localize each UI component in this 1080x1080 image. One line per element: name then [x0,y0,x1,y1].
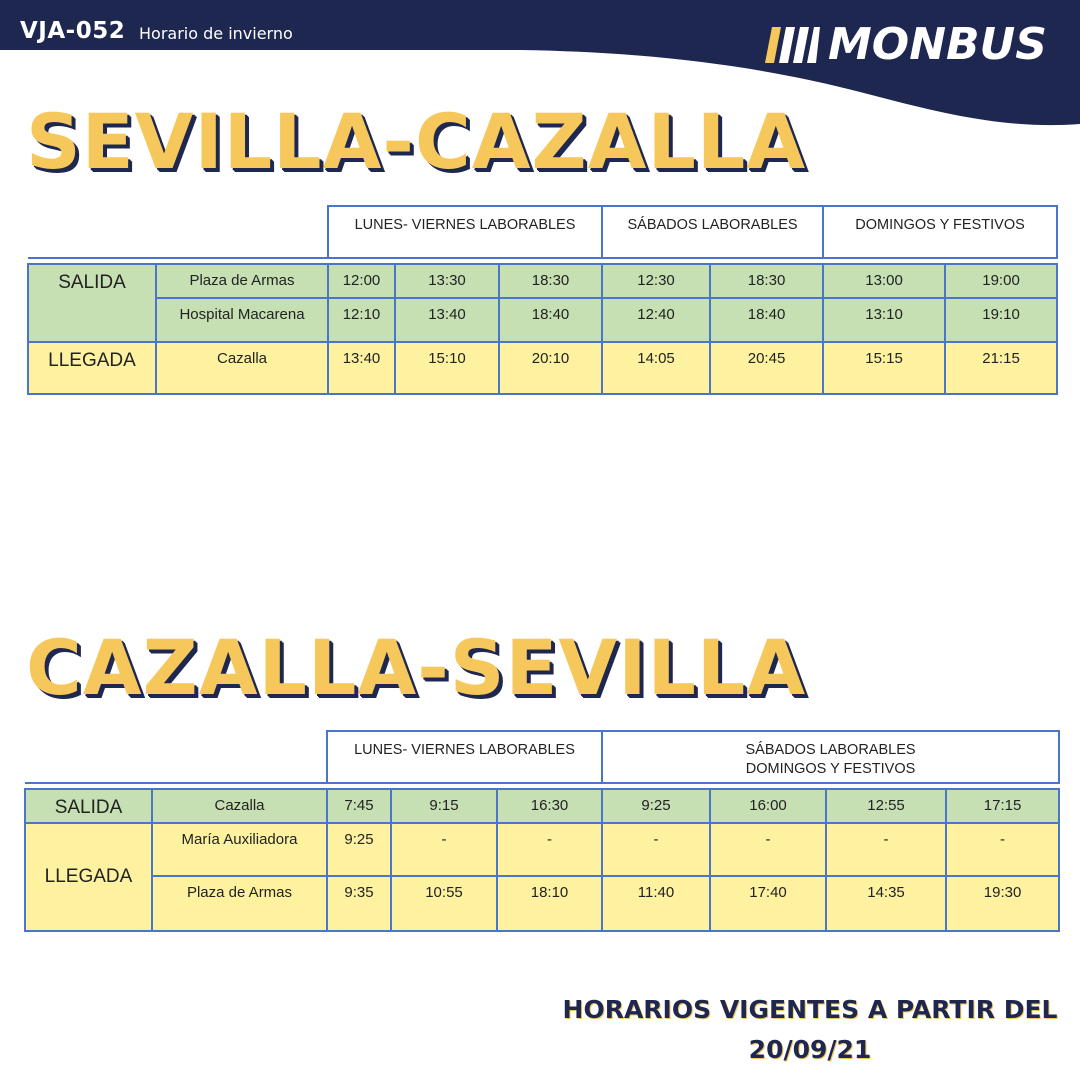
time-cell: 18:30 [499,264,602,298]
time-cell: 7:45 [327,789,391,823]
time-cell: 20:45 [710,342,823,394]
time-cell: 17:40 [710,876,826,931]
time-cell: 15:10 [395,342,499,394]
time-cell: 13:00 [823,264,945,298]
stop-name: Cazalla [152,789,327,823]
time-cell: 21:15 [945,342,1057,394]
header-empty [25,731,327,783]
time-cell: 16:30 [497,789,602,823]
time-cell: 9:25 [327,823,391,876]
time-cell: - [710,823,826,876]
time-cell: 9:25 [602,789,710,823]
group-sundays: DOMINGOS Y FESTIVOS [745,761,916,777]
llegada-label: LLEGADA [28,342,156,394]
time-cell: 19:30 [946,876,1059,931]
time-cell: 12:55 [826,789,946,823]
table-row [25,823,1059,876]
header-empty [28,206,328,258]
salida-label: SALIDA [25,789,152,823]
table-row [28,298,1057,342]
logo-stripes-icon [762,24,820,66]
time-cell: 18:40 [710,298,823,342]
time-cell: 9:15 [391,789,497,823]
table-row [28,342,1057,394]
stop-name: Hospital Macarena [156,298,328,342]
time-cell: 18:10 [497,876,602,931]
time-cell: 18:40 [499,298,602,342]
time-cell: - [946,823,1059,876]
stop-name: Plaza de Armas [156,264,328,298]
llegada-label: LLEGADA [25,823,152,931]
table-row [28,264,1057,298]
time-cell: 12:30 [602,264,710,298]
time-cell: 14:05 [602,342,710,394]
route-code: VJA-052 [20,18,126,44]
group-saturdays: SÁBADOS LABORABLES [745,742,916,758]
stop-name: Cazalla [156,342,328,394]
schedule-subtitle: Horario de invierno [139,24,293,43]
time-cell: 12:40 [602,298,710,342]
route-title-cazalla-sevilla: CAZALLA-SEVILLA [26,623,807,712]
group-saturdays: SÁBADOS LABORABLES [602,206,823,258]
time-cell: 9:35 [327,876,391,931]
group-weekdays: LUNES- VIERNES LABORABLES [328,206,602,258]
logo-wordmark: MONBUS [828,19,1047,70]
time-cell: 12:00 [328,264,395,298]
time-cell: 20:10 [499,342,602,394]
time-cell: 11:40 [602,876,710,931]
stop-name: María Auxiliadora [152,823,327,876]
time-cell: - [602,823,710,876]
group-weekends [602,731,1059,783]
route-title-sevilla-cazalla: SEVILLA-CAZALLA [26,97,807,186]
time-cell: 13:10 [823,298,945,342]
time-cell: 17:15 [946,789,1059,823]
validity-date: 20/09/21 [748,1035,872,1064]
stop-name: Plaza de Armas [152,876,327,931]
group-weekdays: LUNES- VIERNES LABORABLES [327,731,602,783]
time-cell: 15:15 [823,342,945,394]
time-cell: 13:40 [328,342,395,394]
time-cell: 16:00 [710,789,826,823]
group-sundays: DOMINGOS Y FESTIVOS [823,206,1057,258]
time-cell: 13:30 [395,264,499,298]
salida-label: SALIDA [28,264,156,342]
time-cell: - [497,823,602,876]
time-cell: 19:10 [945,298,1057,342]
group-header-row [25,731,1059,783]
time-cell: 18:30 [710,264,823,298]
time-cell: - [391,823,497,876]
time-cell: 19:00 [945,264,1057,298]
monbus-logo [762,18,1057,72]
table-row [25,876,1059,931]
time-cell: - [826,823,946,876]
timetable-cazalla-sevilla [24,730,1060,932]
group-header-row [28,206,1057,258]
validity-line-1: HORARIOS VIGENTES A PARTIR DEL [562,995,1058,1024]
timetable-sevilla-cazalla [27,205,1058,395]
validity-notice [540,990,1080,1070]
table-row [25,789,1059,823]
time-cell: 13:40 [395,298,499,342]
time-cell: 14:35 [826,876,946,931]
time-cell: 12:10 [328,298,395,342]
time-cell: 10:55 [391,876,497,931]
